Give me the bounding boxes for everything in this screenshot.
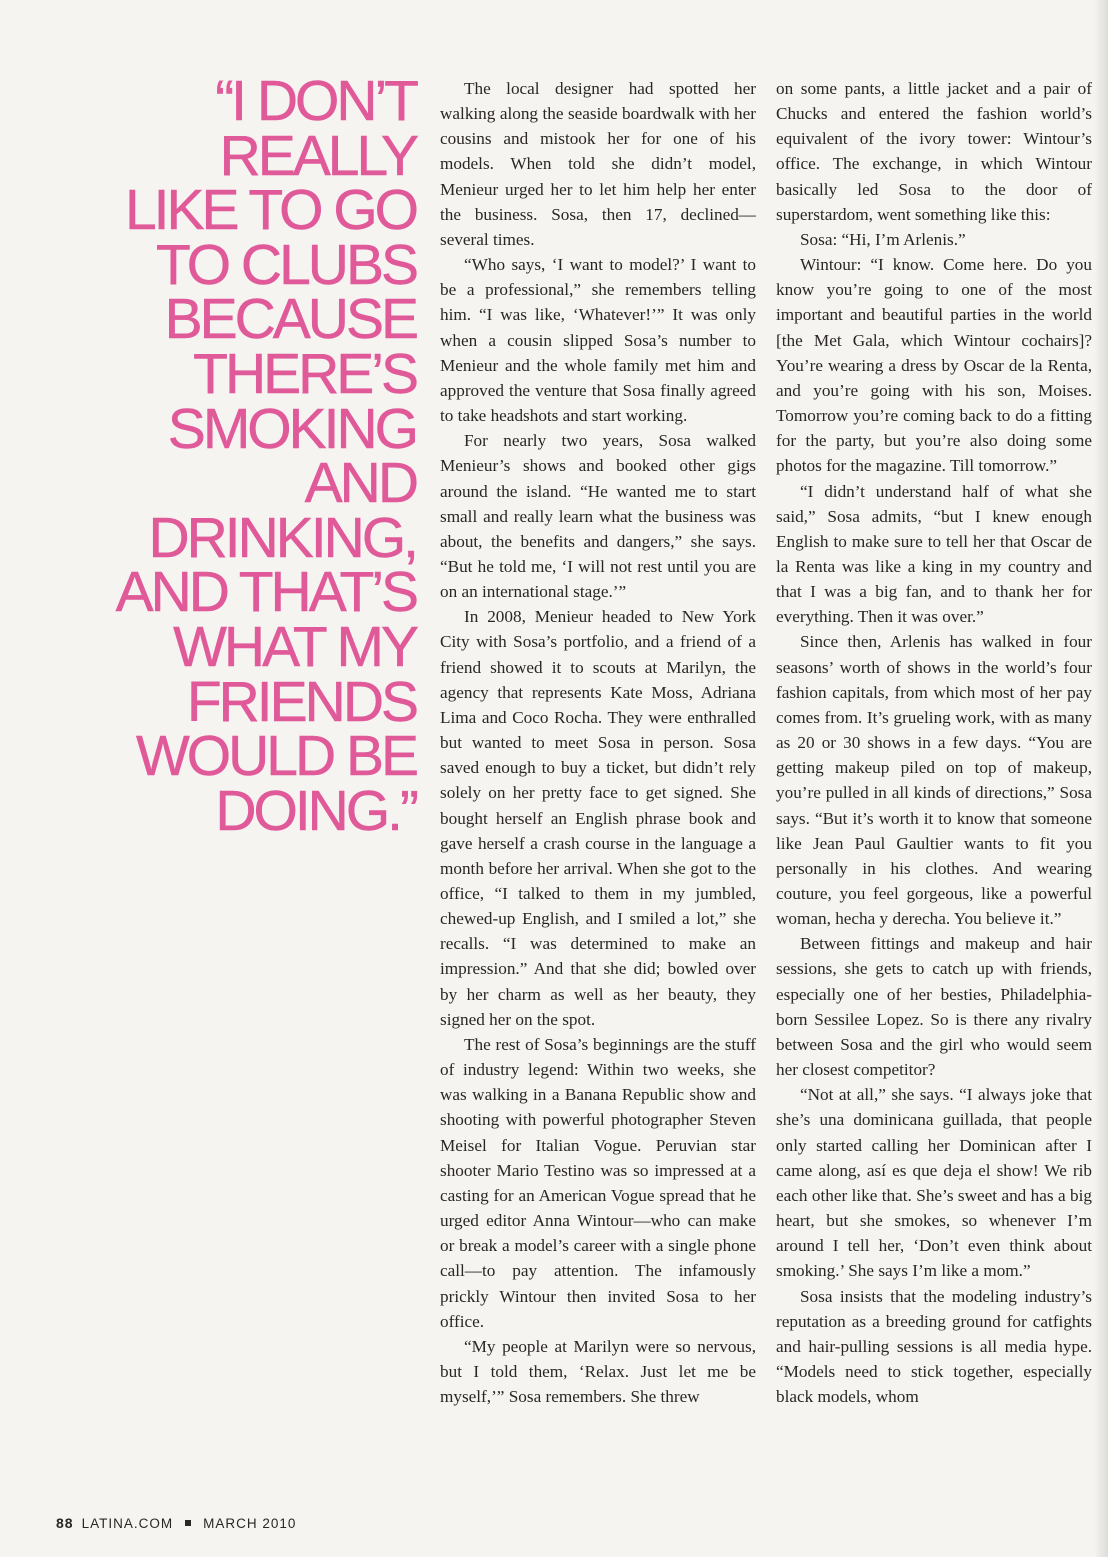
pull-quote-line: WHAT MY (173, 614, 416, 679)
square-bullet-icon (185, 1520, 191, 1526)
pull-quote-line: TO CLUBS (155, 232, 416, 297)
article-paragraph: “Not at all,” she says. “I always joke that she’s una dominicana guillada, that people only started calling her Dominican after I came along, así es que deja el show! We rib each other like that. She’s sweet and has a big heart, but she smokes, so whenever I’m around I tell her, ‘Don’t even think about smoking.’ She says I’m like a mom.” (776, 1085, 1092, 1281)
pull-quote-line: BECAUSE (164, 287, 416, 352)
pull-quote-line: WOULD BE (135, 724, 416, 789)
article-paragraph: “My people at Marilyn were so nervous, but I told them, ‘Relax. Just let me be myself,’” Sosa remembers. She threw (440, 1336, 756, 1407)
article-paragraph: “Who says, ‘I want to model?’ I want to be a professional,” she remembers telling him. “I was like, ‘Whatever!’” It was only when a cousin slipped Sosa’s number to Menieur and the whole family met him and approved the venture that Sosa finally agreed to take headshots and start working. (440, 255, 756, 426)
article-paragraph: Since then, Arlenis has walked in four seasons’ worth of shows in the world’s four fashion capitals, from which most of her pay comes from. It’s grueling work, with as many as 20 or 30 shows in a few days. “You are getting makeup piled on top of makeup, you’re pulled in all kinds of directions,” Sosa says. “But it’s worth it to know that someone like Jean Paul Gaultier wants to fit you personally in his clothes. And wearing couture, you feel gorgeous, like a powerful woman, hecha y derecha. You believe it.” (776, 632, 1092, 929)
article-paragraph: In 2008, Menieur headed to New York City with Sosa’s portfolio, and a friend of a friend showed it to scouts at Marilyn, the agency that represents Kate Moss, Adriana Lima and Coco Rocha. They were enthralled but wanted to meet Sosa in person. Sosa saved enough to buy a ticket, but didn’t rely solely on her pretty face to get signed. She bought herself an English phrase book and gave herself a crash course in the language a month before her arrival. When she got to the office, “I talked to them in my jumbled, chewed-up English, and I smiled a lot,” she recalls. “I was determined to make an impression.” And that she did; bowled over by her charm as well as her beauty, they signed her on the spot. (440, 607, 756, 1029)
pull-quote-line: DOING.” (215, 778, 416, 843)
article-paragraph: The rest of Sosa’s beginnings are the stuff of industry legend: Within two weeks, she was walking in a Banana Republic show and shooting with powerful photographer Steven Meisel for Italian Vogue. Peruvian star shooter Mario Testino was so impressed at a casting for an American Vogue spread that he urged editor Anna Wintour—who can make or break a model’s career with a single phone call—to pay attention. The infamously prickly Wintour then invited Sosa to her office. (440, 1034, 756, 1331)
article-paragraph: Between fittings and makeup and hair sessions, she gets to catch up with friends, especially one of her besties, Philadelphia-born Sessilee Lopez. So is there any rivalry between Sosa and the girl who would seem her closest competitor? (776, 934, 1092, 1080)
pull-quote-line: FRIENDS (186, 669, 416, 734)
article-column-2 (776, 76, 1092, 1409)
article-paragraph: on some pants, a little jacket and a pair of Chucks and entered the fashion world’s equivalent of the ivory tower: Wintour’s office. The exchange, in which Wintour basically led Sosa to the door of superstardom, went something like this: (776, 79, 1092, 224)
pull-quote-line: THERE’S (193, 341, 416, 406)
pull-quote-line: AND (304, 451, 416, 516)
pull-quote-line: REALLY (219, 123, 416, 188)
article-paragraph: Sosa insists that the modeling industry’s reputation as a breeding ground for catfights and hair-pulling sessions is all media hype. “Models need to stick together, especially black models, whom (776, 1286, 1092, 1407)
pull-quote-line: SMOKING (167, 396, 416, 461)
article-column-1 (440, 76, 756, 1409)
footer-site: LATINA.COM (81, 1516, 174, 1531)
footer-issue: MARCH 2010 (203, 1516, 297, 1531)
pull-quote-line: LIKE TO GO (124, 178, 416, 243)
pull-quote-line: AND THAT’S (115, 560, 416, 625)
page-edge-shadow (1094, 0, 1108, 1557)
page-footer (56, 1515, 296, 1531)
article-paragraph: For nearly two years, Sosa walked Menieur’s shows and booked other gigs around the island. “He wanted me to start small and really learn what the business was about, the benefits and dangers,” she says. “But he told me, ‘I will not rest until you are on an international stage.’” (440, 431, 756, 602)
pull-quote (110, 69, 416, 843)
pull-quote-line: DRINKING, (148, 505, 416, 570)
article-paragraph: The local designer had spotted her walking along the seaside boardwalk with her cousins and mistook her for one of his models. When told she didn’t model, Menieur urged her to let him help her enter the business. Sosa, then 17, declined—several times. (440, 79, 756, 249)
page-number: 88 (56, 1515, 74, 1531)
article-paragraph: Sosa: “Hi, I’m Arlenis.” (800, 229, 966, 249)
article-paragraph: “I didn’t understand half of what she said,” Sosa admits, “but I knew enough English to make sure to tell her that Oscar de la Renta was like a king in my country and that I was a big fan, and to thank her for everything. Then it was over.” (776, 481, 1092, 627)
pull-quote-line: “I DON’T (215, 69, 416, 133)
article-paragraph: Wintour: “I know. Come here. Do you know you’re going to one of the most important and beautiful parties in the world [the Met Gala, which Wintour cochairs]? You’re wearing a dress by Oscar de la Renta, and you’re going with his son, Moises. Tomorrow you’re coming back to do a fitting for the party, but you’re also doing some photos for the magazine. Till tomorrow.” (776, 255, 1092, 476)
